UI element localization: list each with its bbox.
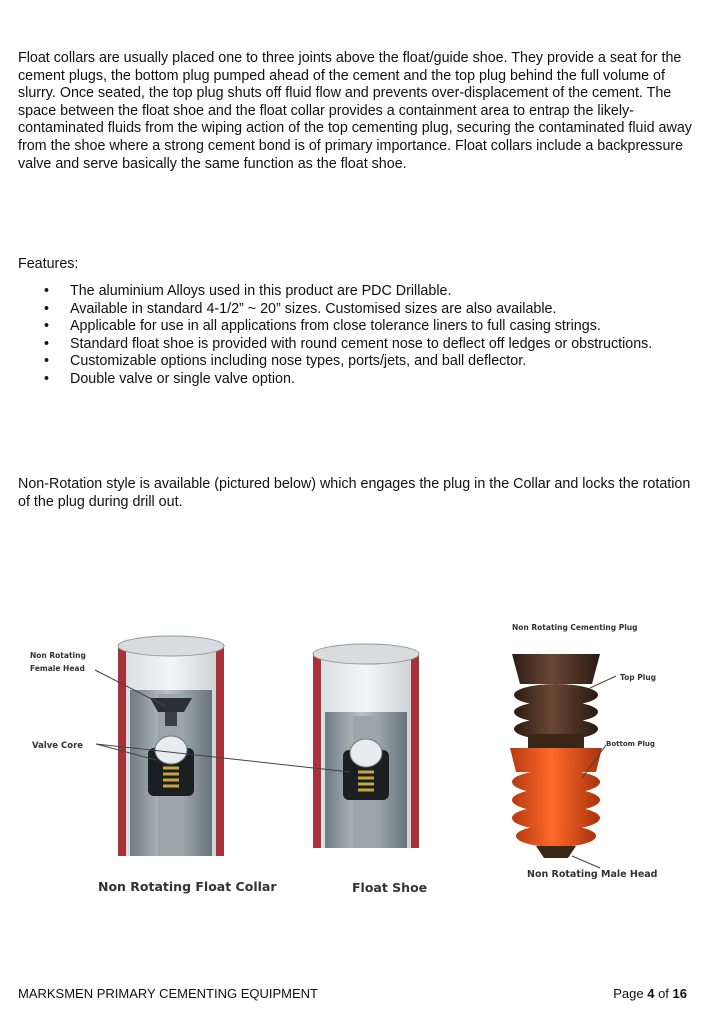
bullet-icon: •	[44, 335, 50, 352]
label-female-head-line1: Non Rotating	[30, 651, 86, 660]
feature-text: Double valve or single valve option.	[70, 370, 295, 387]
feature-item	[18, 283, 698, 301]
feature-item	[18, 318, 698, 336]
feature-item	[18, 301, 698, 319]
bullet-icon: •	[44, 353, 50, 370]
feature-text: Applicable for use in all applications from close tolerance liners to full casing strings.	[70, 318, 601, 335]
float-shoe-drawing	[313, 644, 419, 848]
caption-float-shoe: Float Shoe	[352, 880, 428, 895]
bullet-icon: •	[44, 283, 50, 299]
feature-text: Standard float shoe is provided with round cement nose to deflect off ledges or obstructions.	[70, 335, 653, 352]
label-top-plug: Top Plug	[620, 673, 657, 682]
label-female-head-line2: Female Head	[30, 664, 85, 673]
label-valve-core: Valve Core	[32, 741, 84, 751]
features-list	[18, 283, 698, 389]
label-bottom-plug: Bottom Plug	[606, 740, 655, 748]
page-total: 16	[672, 986, 687, 1001]
top-plug-shape	[512, 654, 600, 684]
bullet-icon: •	[44, 318, 50, 335]
bottom-plug-shape	[510, 748, 602, 772]
product-figure	[0, 600, 724, 910]
non-rotation-paragraph: Non-Rotation style is available (pictured below) which engages the plug in the Collar and locks the rotation of the plug during drill out.	[18, 476, 691, 510]
label-cementing-plug: Non Rotating Cementing Plug	[512, 623, 638, 632]
bullet-icon: •	[44, 300, 50, 317]
label-male-head: Non Rotating Male Head	[527, 869, 658, 880]
feature-item	[18, 371, 698, 389]
feature-item	[18, 353, 698, 371]
caption-float-collar: Non Rotating Float Collar	[98, 879, 277, 894]
page-of: of	[654, 986, 673, 1001]
page-current: 4	[647, 986, 655, 1001]
feature-item	[18, 336, 698, 354]
footer-page-number	[613, 986, 687, 1001]
bullet-icon: •	[44, 370, 50, 387]
footer-company: MARKSMEN PRIMARY CEMENTING EQUIPMENT	[18, 986, 318, 1001]
feature-text: The aluminium Alloys used in this product are PDC Drillable.	[70, 283, 452, 299]
feature-text: Available in standard 4-1/2” ~ 20” sizes. Customised sizes are also available.	[70, 300, 557, 317]
float-collar-drawing	[118, 636, 224, 856]
male-head-shape	[536, 846, 576, 858]
intro-paragraph: Float collars are usually placed one to three joints above the float/guide shoe. They provide a seat for the cement plugs, the bottom plug pumped ahead of the cement and the top plug behind the full volume of slurry. Once seated, the top plug shuts off fluid flow and prevents over-displacement of the cement. The space between the float shoe and the float collar provides a containment area to entrap the likely-contaminated fluids from the wiping action of the top cementing plug, securing the contaminated fluid away from the shoe where a strong cement bond is of primary importance. Float collars include a backpressure valve and serve basically the same function as the float shoe.	[18, 50, 692, 172]
cementing-plug-drawing	[510, 654, 602, 858]
feature-text: Customizable options including nose types, ports/jets, and ball deflector.	[70, 353, 527, 370]
features-heading: Features:	[18, 256, 79, 272]
page-word: Page	[613, 986, 648, 1001]
